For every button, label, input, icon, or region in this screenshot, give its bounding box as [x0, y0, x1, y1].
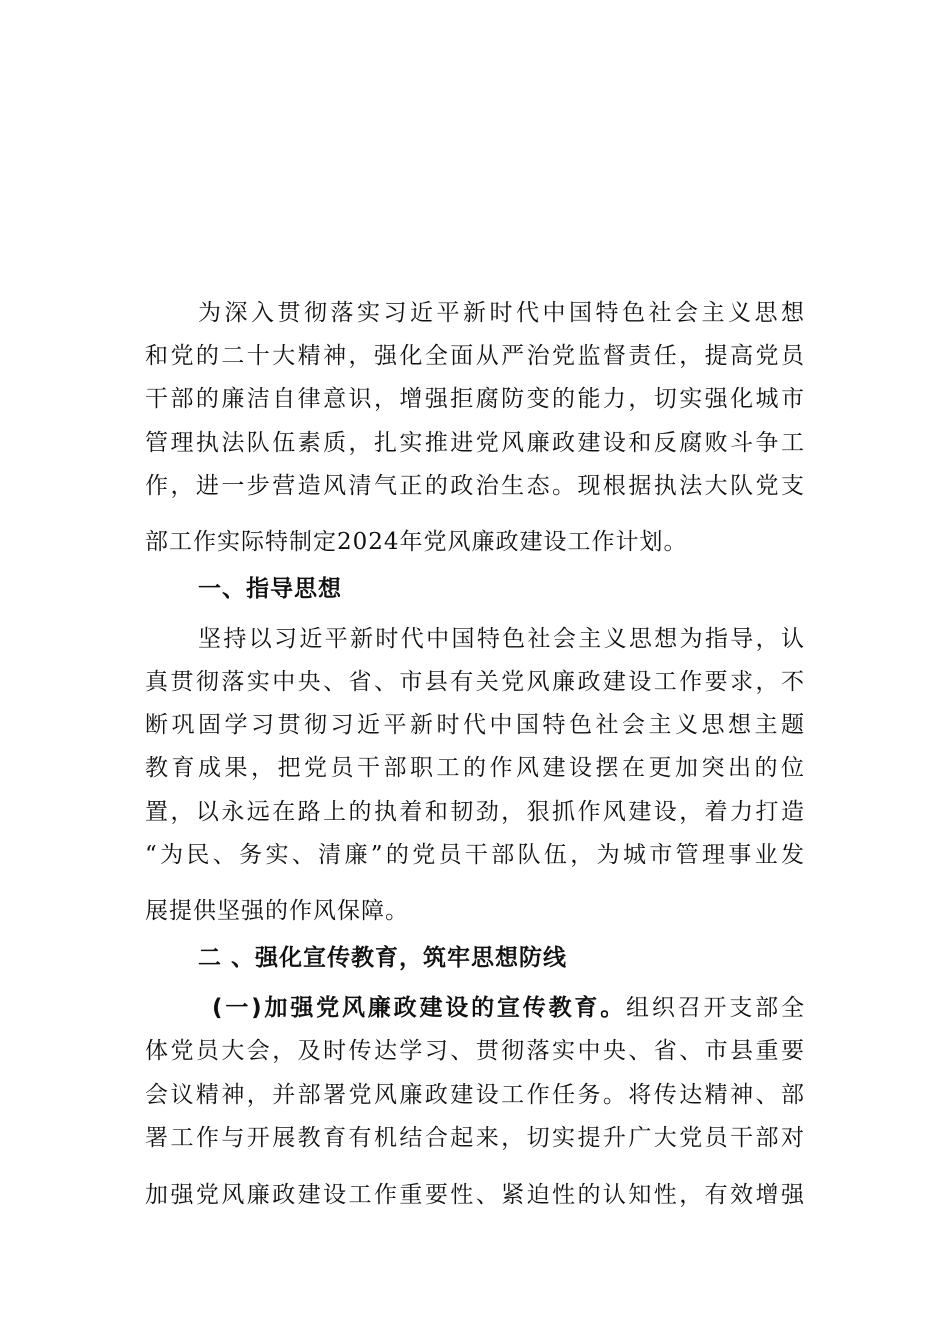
section1-line-4: 教育成果，把党员干部职工的作风建设摆在更加突出的位 [145, 755, 805, 781]
section2-sub1-first-rest: 组织召开支部全 [626, 995, 805, 1021]
section2-sub1-title: (一)加强党风廉政建设的宣传教育。 [212, 995, 627, 1021]
section1-line-7: 展提供坚强的作风保障。 [145, 898, 409, 924]
section2-sub1-line-5: 加强党风廉政建设工作重要性、紧迫性的认知性，有效增强 [145, 1182, 805, 1208]
section1-line-2: 真贯彻落实中央、省、市县有关党风廉政建设工作要求，不 [145, 669, 805, 695]
intro-line-6: 部工作实际特制定2024年党风廉政建设工作计划。 [145, 529, 688, 555]
section2-sub1-line-4: 署工作与开展教育有机结合起来，切实提升广大党员干部对 [145, 1125, 805, 1151]
section1-line-6: “为民、务实、清廉”的党员干部队伍，为城市管理事业发 [145, 842, 805, 868]
section2-sub1-first-line [212, 993, 805, 1025]
section2-sub1-line-2: 体党员大会，及时传达学习、贯彻落实中央、省、市县重要 [145, 1038, 805, 1064]
intro-line-5: 作，进一步营造风清气正的政治生态。现根据执法大队党支 [145, 473, 805, 499]
intro-line-3: 干部的廉洁自律意识，增强拒腐防变的能力，切实强化城市 [145, 386, 805, 412]
section1-line-3: 断巩固学习贯彻习近平新时代中国特色社会主义思想主题 [145, 712, 805, 738]
section2-sub1-line-3: 会议精神，并部署党风廉政建设工作任务。将传达精神、部 [145, 1082, 805, 1108]
section2-heading: 二 、强化宣传教育，筑牢思想防线 [198, 945, 568, 971]
section1-heading: 一、指导思想 [198, 576, 342, 602]
intro-line-4: 管理执法队伍素质，扎实推进党风廉政建设和反腐败斗争工 [145, 430, 805, 456]
intro-line-2: 和党的二十大精神，强化全面从严治党监督责任，提高党员 [145, 343, 805, 369]
section1-line-5: 置，以永远在路上的执着和韧劲，狠抓作风建设，着力打造 [145, 799, 805, 825]
intro-line-1: 为深入贯彻落实习近平新时代中国特色社会主义思想 [198, 300, 805, 326]
section1-line-1: 坚持以习近平新时代中国特色社会主义思想为指导，认 [198, 626, 805, 652]
